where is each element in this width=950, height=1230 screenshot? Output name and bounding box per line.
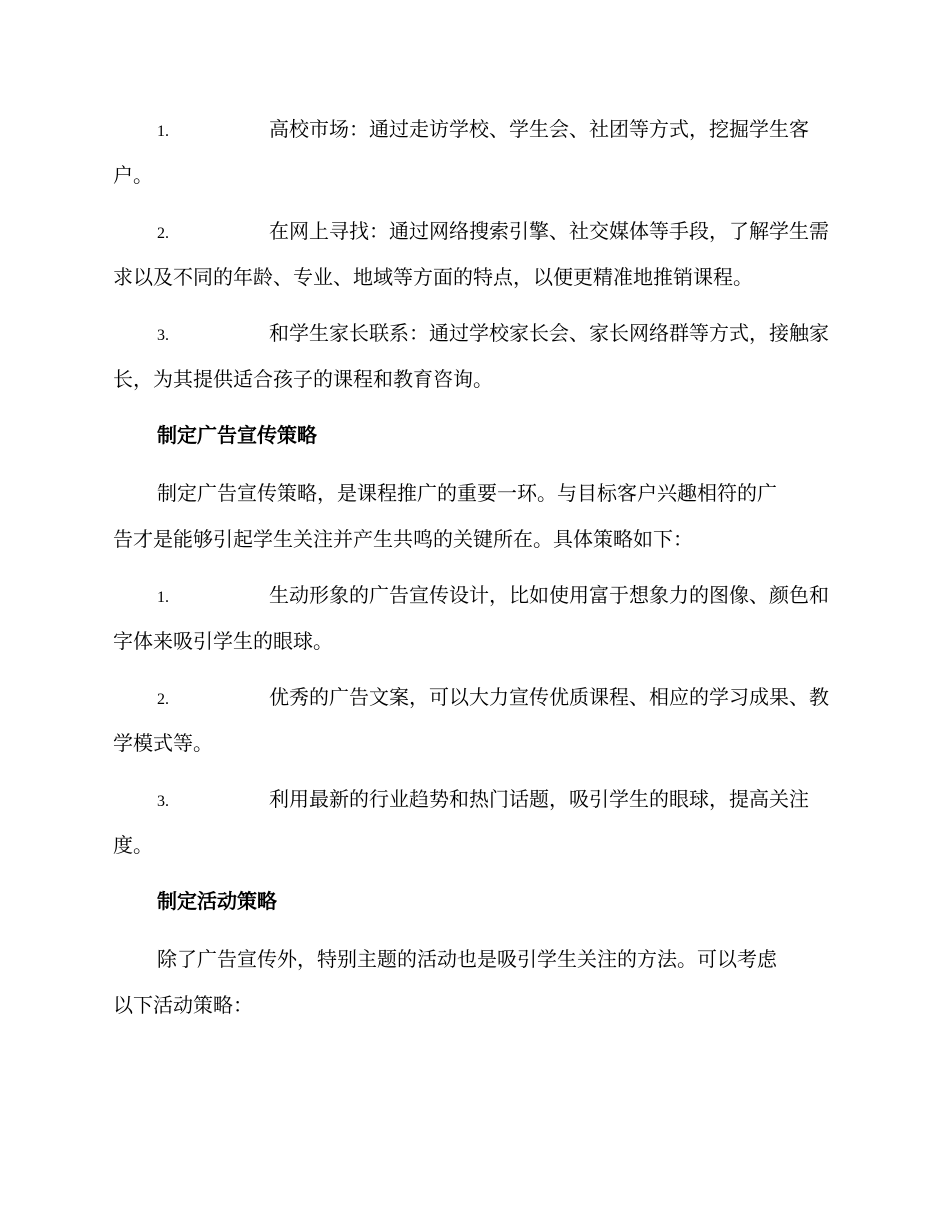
list-text-continued: 度。 [113, 833, 153, 857]
list-number: 1. [157, 589, 169, 606]
list-text: 利用最新的行业趋势和热门话题，吸引学生的眼球，提高关注 [269, 787, 809, 811]
list-text-continued: 字体来吸引学生的眼球。 [113, 629, 333, 653]
list-item [113, 106, 843, 198]
list-text-continued: 学模式等。 [113, 731, 213, 755]
section-heading [113, 878, 843, 924]
list-text: 在网上寻找：通过网络搜索引擎、社交媒体等手段，了解学生需 [269, 219, 829, 243]
paragraph [113, 470, 843, 562]
section-heading-text: 制定活动策略 [157, 889, 277, 913]
paragraph-line: 告才是能够引起学生关注并产生共鸣的关键所在。具体策略如下： [113, 527, 693, 551]
list-number: 1. [157, 123, 169, 140]
list-text-continued: 户。 [113, 163, 153, 187]
paragraph-line: 以下活动策略： [113, 993, 253, 1017]
list-number: 2. [157, 225, 169, 242]
paragraph-line: 除了广告宣传外，特别主题的活动也是吸引学生关注的方法。可以考虑 [157, 947, 777, 971]
section-heading [113, 412, 843, 458]
list-number: 2. [157, 691, 169, 708]
paragraph-line: 制定广告宣传策略，是课程推广的重要一环。与目标客户兴趣相符的广 [157, 481, 777, 505]
list-text: 高校市场：通过走访学校、学生会、社团等方式，挖掘学生客 [269, 117, 809, 141]
paragraph [113, 936, 843, 1028]
list-item [113, 572, 843, 664]
list-item [113, 208, 843, 300]
list-item [113, 674, 843, 766]
list-text: 和学生家长联系：通过学校家长会、家长网络群等方式，接触家 [269, 321, 829, 345]
section-heading-text: 制定广告宣传策略 [157, 423, 317, 447]
list-text-continued: 长，为其提供适合孩子的课程和教育咨询。 [113, 367, 493, 391]
list-text: 生动形象的广告宣传设计，比如使用富于想象力的图像、颜色和 [269, 583, 829, 607]
list-number: 3. [157, 327, 169, 344]
list-text-continued: 求以及不同的年龄、专业、地域等方面的特点，以便更精准地推销课程。 [113, 265, 753, 289]
list-item [113, 776, 843, 868]
list-item [113, 310, 843, 402]
list-number: 3. [157, 793, 169, 810]
list-text: 优秀的广告文案，可以大力宣传优质课程、相应的学习成果、教 [269, 685, 829, 709]
